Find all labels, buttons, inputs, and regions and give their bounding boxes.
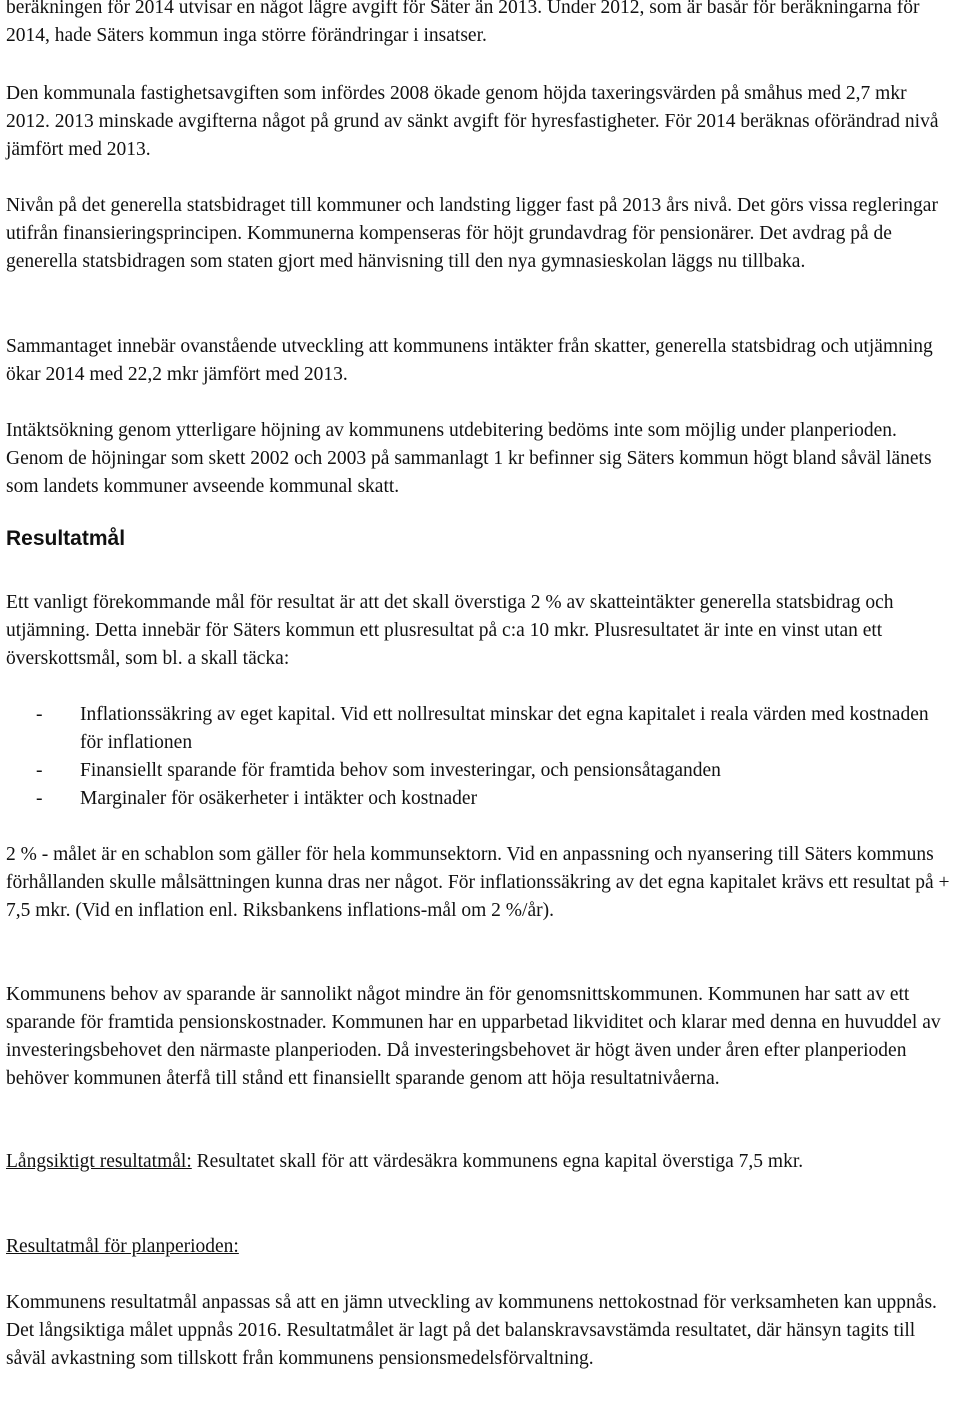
list-item — [6, 785, 954, 813]
list-item-text: Marginaler för osäkerheter i intäkter och kostnader — [80, 788, 478, 809]
paragraph-långsiktigt-resultatmål — [6, 1148, 954, 1176]
paragraph-resultatmål-anpassas: Kommunens resultatmål anpassas så att en jämn utveckling av kommunens nettokostnad för verksamheten kan uppnås. Det långsiktiga målet uppnås 2016. Resultatmålet är lagt på det balanskravsavstämda resultatet, där hänsyn tagits till såväl avkastning som tillskott från kommunens pensionsmedelsförvaltning. — [6, 1292, 937, 1369]
label-resultatmål-planperioden — [6, 1233, 954, 1261]
paragraph-två-procent-målet: 2 % - målet är en schablon som gäller för hela kommunsektorn. Vid en anpassning och nyansering till Säters kommuns förhållanden skulle målsättningen kunna dras ner något. För inflationssäkring av det egna kapitalet krävs ett resultat på + 7,5 mkr. (Vid en inflation enl. Riksbankens inflations-mål om 2 %/år). — [6, 844, 950, 921]
paragraph-intäktsökning: Intäktsökning genom ytterligare höjning av kommunens utdebitering bedöms inte som möjlig under planperioden. Genom de höjningar som skett 2002 och 2003 på sammanlagt 1 kr befinner sig Säters kommun högt bland såväl länets som landets kommuner avseende kommunal skatt. — [6, 420, 932, 497]
dash-list — [6, 701, 954, 813]
list-item-text: Inflationssäkring av eget kapital. Vid ett nollresultat minskar det egna kapitalet i reala värden med kostnaden för inflationen — [80, 704, 929, 753]
paragraph-sammantaget: Sammantaget innebär ovanstående utveckling att kommunens intäkter från skatter, generella statsbidrag och utjämning ökar 2014 med 22,2 mkr jämfört med 2013. — [6, 336, 933, 385]
list-marker: - — [36, 704, 43, 725]
paragraph-statsbidrag: Nivån på det generella statsbidraget till kommuner och landsting ligger fast på 2013 års nivå. Det görs vissa regleringar utifrån finansieringsprincipen. Kommunerna kompenseras för höjt grundavdrag för pensionärer. Det avdrag på de generella statsbidragen som staten gjort med hänvisning till den nya gymnasieskolan läggs nu tillbaka. — [6, 195, 938, 272]
list-marker: - — [36, 788, 43, 809]
list-item-text: Finansiellt sparande för framtida behov som investeringar, och pensionsåtaganden — [80, 760, 721, 781]
label-långsiktigt-resultatmål: Långsiktigt resultatmål: — [6, 1151, 192, 1172]
paragraph-avgift-beräkning: beräkningen för 2014 utvisar en något lägre avgift för Säter än 2013. Under 2012, som är basår för beräkningarna för 2014, hade Säters kommun inga större förändringar i insatser. — [6, 0, 920, 46]
resultatmål-planperioden-text: Resultatmål för planperioden: — [6, 1236, 239, 1257]
list-item — [6, 757, 954, 785]
paragraph-fastighetsavgift: Den kommunala fastighetsavgiften som infördes 2008 ökade genom höjda taxeringsvärden på småhus med 2,7 mkr 2012. 2013 minskade avgifterna något på grund av sänkt avgift för hyresfastigheter. För 2014 beräknas oförändrad nivå jämfört med 2013. — [6, 83, 939, 160]
paragraph-vanligt-mål: Ett vanligt förekommande mål för resultat är att det skall överstiga 2 % av skatteintäkter generella statsbidrag och utjämning. Detta innebär för Säters kommun ett plusresultat på c:a 10 mkr. Plusresultatet är inte en vinst utan ett överskottsmål, som bl. a skall täcka: — [6, 592, 894, 669]
list-marker: - — [36, 760, 43, 781]
långsiktigt-resultatmål-text: Resultatet skall för att värdesäkra kommunens egna kapital överstiga 7,5 mkr. — [191, 1151, 804, 1172]
section-heading-resultatmål: Resultatmål — [6, 527, 126, 550]
list-item — [6, 701, 954, 757]
paragraph-sparande: Kommunens behov av sparande är sannolikt något mindre än för genomsnittskommunen. Kommunen har satt av ett sparande för framtida pensionskostnader. Kommunen har en upparbetad likviditet och klarar med denna en huvuddel av investeringsbehovet den närmaste planperioden. Då investeringsbehovet är högt även under åren efter planperioden behöver kommunen återfå till stånd ett finansiellt sparande genom att höja resultatnivåerna. — [6, 984, 941, 1089]
